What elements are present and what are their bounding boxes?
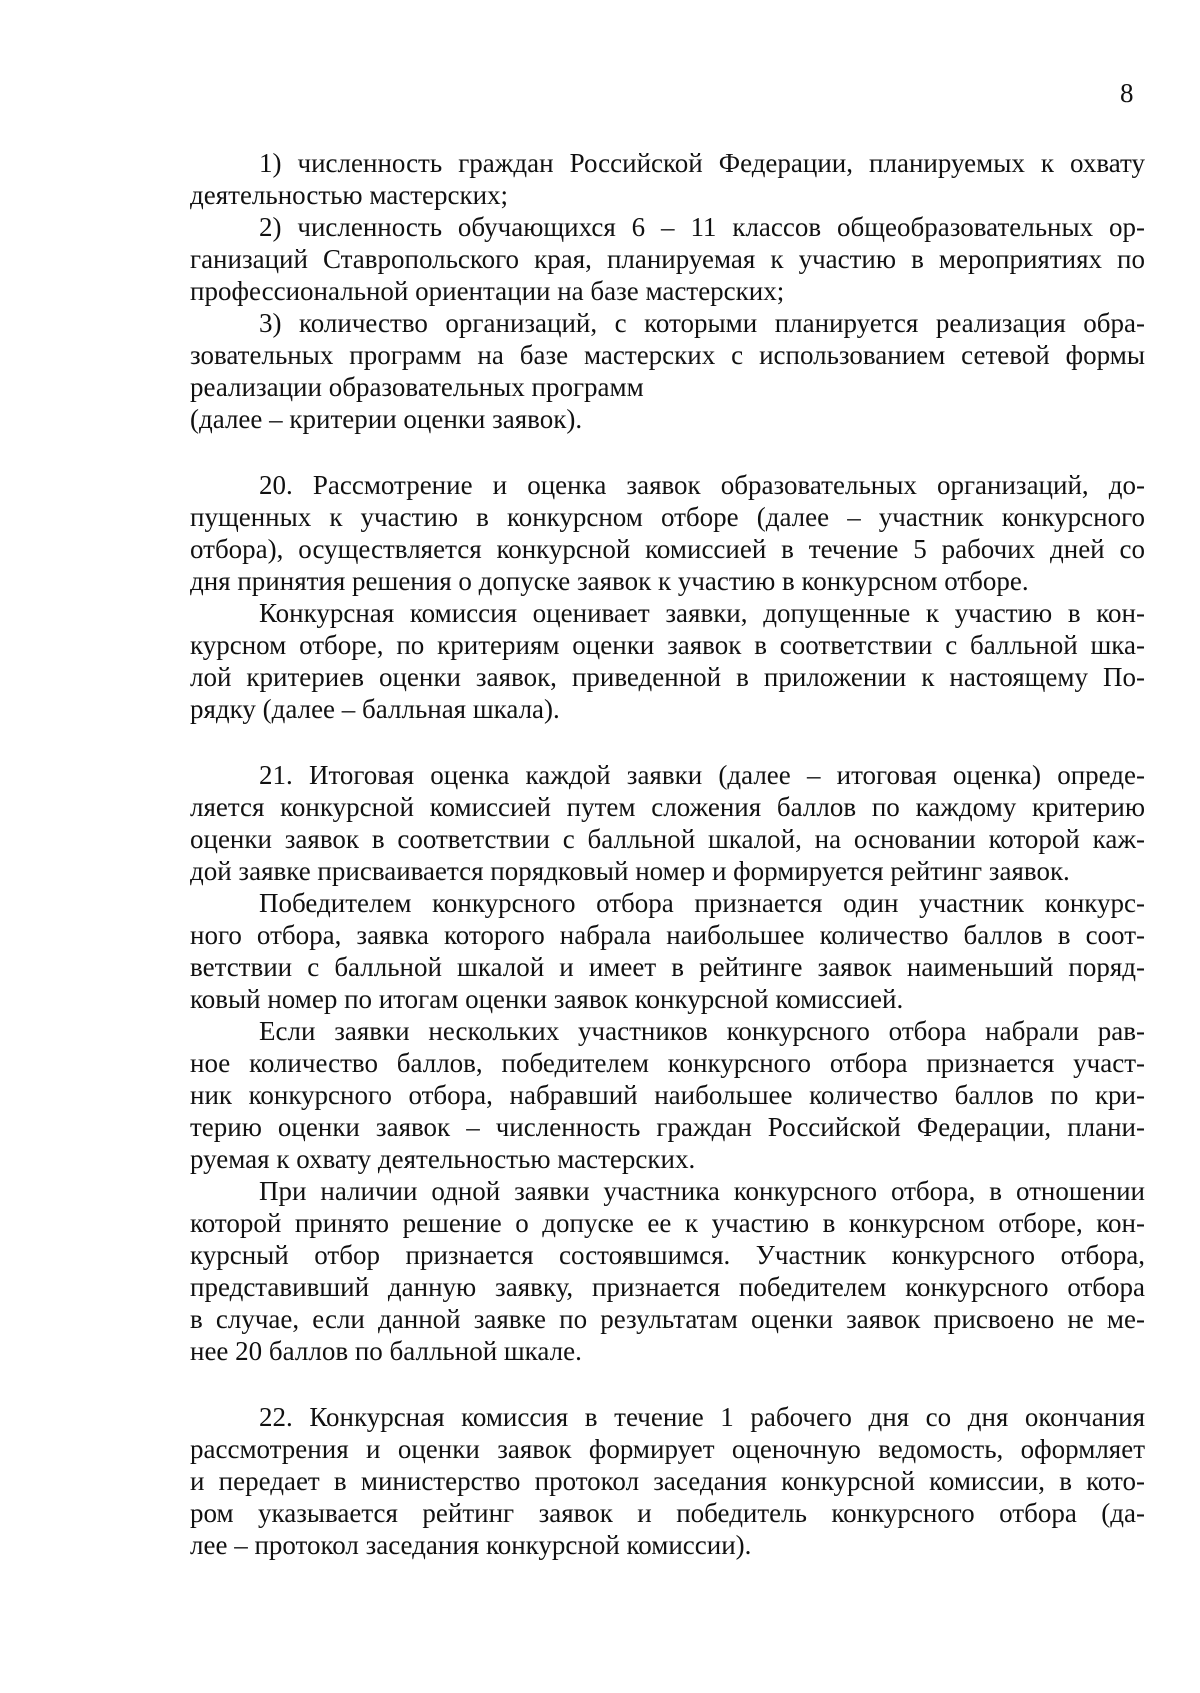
text-line: 1) численность граждан Российской Федерации, планируемых к охвату (259, 148, 1145, 178)
text-line: рядку (далее – балльная шкала). (190, 694, 560, 724)
paragraph-gap (190, 435, 1145, 469)
text-line: представивший данную заявку, признается победителем конкурсного отбора (190, 1272, 1145, 1302)
text-line: реализации образовательных программ (190, 372, 644, 402)
text-line: которой принято решение о допуске ее к участию в конкурсном отборе, кон- (190, 1208, 1145, 1238)
text-line: курсном отборе, по критериям оценки заявок в соответствии с балльной шка- (190, 630, 1145, 660)
text-line: руемая к охвату деятельностью мастерских. (190, 1144, 696, 1174)
text-line: курсный отбор признается состоявшимся. Участник конкурсного отбора, (190, 1240, 1145, 1270)
text-line: оценки заявок в соответствии с балльной шкалой, на основании которой каж- (190, 824, 1145, 854)
document-body (190, 147, 1145, 1561)
text-line: профессиональной ориентации на базе мастерских; (190, 276, 785, 306)
text-line: дня принятия решения о допуске заявок к участию в конкурсном отборе. (190, 566, 1029, 596)
paragraph-gap (190, 725, 1145, 759)
text-line: ного отбора, заявка которого набрала наибольшее количество баллов в соот- (190, 920, 1145, 950)
text-line: ветствии с балльной шкалой и имеет в рейтинге заявок наименьший поряд- (190, 952, 1145, 982)
text-line: ганизаций Ставропольского края, планируемая к участию в мероприятиях по (190, 244, 1145, 274)
text-line: 3) количество организаций, с которыми планируется реализация обра- (259, 308, 1145, 338)
text-line: дой заявке присваивается порядковый номер и формируется рейтинг заявок. (190, 856, 1070, 886)
text-line: в случае, если данной заявке по результатам оценки заявок присвоено не ме- (190, 1304, 1145, 1334)
text-section (190, 147, 1145, 435)
text-line: ром указывается рейтинг заявок и победитель конкурсного отбора (да- (190, 1498, 1145, 1528)
text-line: отбора), осуществляется конкурсной комиссией в течение 5 рабочих дней со (190, 534, 1145, 564)
text-line: ковый номер по итогам оценки заявок конкурсной комиссией. (190, 984, 904, 1014)
text-line: Конкурсная комиссия оценивает заявки, допущенные к участию в кон- (259, 598, 1145, 628)
text-line: пущенных к участию в конкурсном отборе (далее – участник конкурсного (190, 502, 1145, 532)
text-line: 20. Рассмотрение и оценка заявок образовательных организаций, до- (259, 470, 1145, 500)
text-line: ное количество баллов, победителем конкурсного отбора признается участ- (190, 1048, 1145, 1078)
text-section (190, 469, 1145, 725)
text-line: лой критериев оценки заявок, приведенной в приложении к настоящему По- (190, 662, 1145, 692)
text-line: ник конкурсного отбора, набравший наибольшее количество баллов по кри- (190, 1080, 1145, 1110)
page-number: 8 (1120, 78, 1134, 108)
text-line: (далее – критерии оценки заявок). (190, 404, 583, 434)
text-line: нее 20 баллов по балльной шкале. (190, 1336, 582, 1366)
text-line: Если заявки нескольких участников конкурсного отбора набрали рав- (259, 1016, 1145, 1046)
text-line: При наличии одной заявки участника конкурсного отбора, в отношении (259, 1176, 1145, 1206)
text-line: Победителем конкурсного отбора признается один участник конкурс- (259, 888, 1145, 918)
text-line: ляется конкурсной комиссией путем сложения баллов по каждому критерию (190, 792, 1145, 822)
text-line: 2) численность обучающихся 6 – 11 классов общеобразовательных ор- (259, 212, 1145, 242)
text-line: терию оценки заявок – численность граждан Российской Федерации, плани- (190, 1112, 1145, 1142)
text-line: 22. Конкурсная комиссия в течение 1 рабочего дня со дня окончания (259, 1402, 1145, 1432)
text-line: деятельностью мастерских; (190, 180, 509, 210)
text-section (190, 1401, 1145, 1561)
text-line: и передает в министерство протокол заседания конкурсной комиссии, в кото- (190, 1466, 1145, 1496)
paragraph-gap (190, 1367, 1145, 1401)
text-line: зовательных программ на базе мастерских с использованием сетевой формы (190, 340, 1145, 370)
text-line: лее – протокол заседания конкурсной комиссии). (190, 1530, 752, 1560)
text-section (190, 759, 1145, 1367)
text-line: 21. Итоговая оценка каждой заявки (далее – итоговая оценка) опреде- (259, 760, 1145, 790)
text-line: рассмотрения и оценки заявок формирует оценочную ведомость, оформляет (190, 1434, 1145, 1464)
